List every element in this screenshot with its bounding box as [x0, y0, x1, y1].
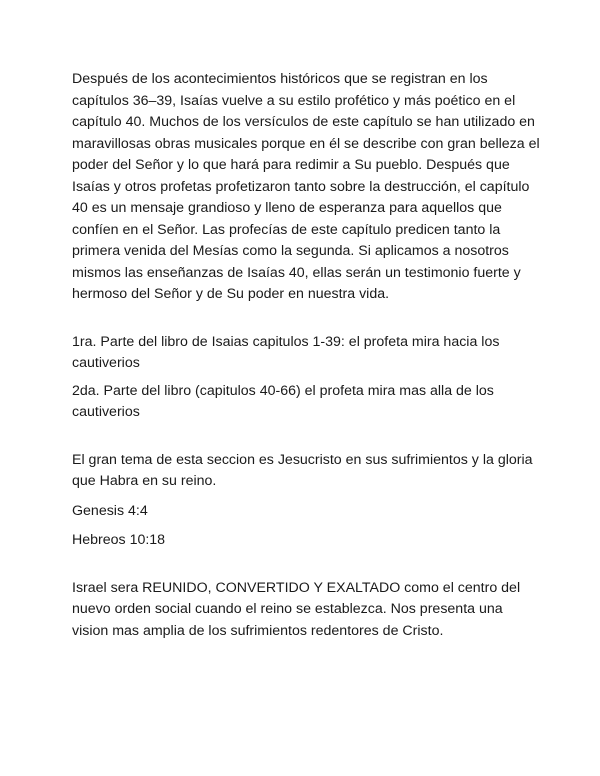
document-page: [72, 69, 542, 642]
israel-paragraph: Israel sera REUNIDO, CONVERTIDO Y EXALTADO como el centro del nuevo orden social cuando el reino se establezca. Nos presenta una vision mas amplia de los sufrimientos redentores de Cristo.: [72, 579, 521, 639]
spacer: [72, 493, 542, 501]
hebreos-reference: Hebreos 10:18: [72, 532, 166, 548]
part-two-paragraph: 2da. Parte del libro (capitulos 40-66) el profeta mira mas alla de los cautiverios: [72, 382, 494, 420]
spacer: [72, 424, 542, 450]
part-one-paragraph: 1ra. Parte del libro de Isaias capitulos 1-39: el profeta mira hacia los cautiverios: [72, 333, 500, 371]
theme-paragraph: El gran tema de esta seccion es Jesucristo en sus sufrimientos y la gloria que Habra en su reino.: [72, 451, 533, 489]
spacer: [72, 552, 542, 578]
genesis-reference: Genesis 4:4: [72, 502, 148, 519]
spacer: [72, 522, 542, 530]
spacer: [72, 306, 542, 332]
intro-paragraph: Después de los acontecimientos históricos que se registran en los capítulos 36–39, Isaías vuelve a su estilo profético y más poético en el capítulo 40. Muchos de los versículos de este capítulo se han utilizado en maravillosas obras musicales porque en él se describe con gran belleza el poder del Señor y lo que hará para redimir a Su pueblo. Después que Isaías y otros profetas profetizaron tanto sobre la destrucción, el capítulo 40 es un mensaje grandioso y lleno de esperanza para aquellos que confíen en el Señor. Las profecías de este capítulo predicen tanto la primera venida del Mesías como la segunda. Si aplicamos a nosotros mismos las enseñanzas de Isaías 40, ellas serán un testimonio fuerte y hermoso del Señor y de Su poder en nuestra vida.: [72, 71, 540, 302]
